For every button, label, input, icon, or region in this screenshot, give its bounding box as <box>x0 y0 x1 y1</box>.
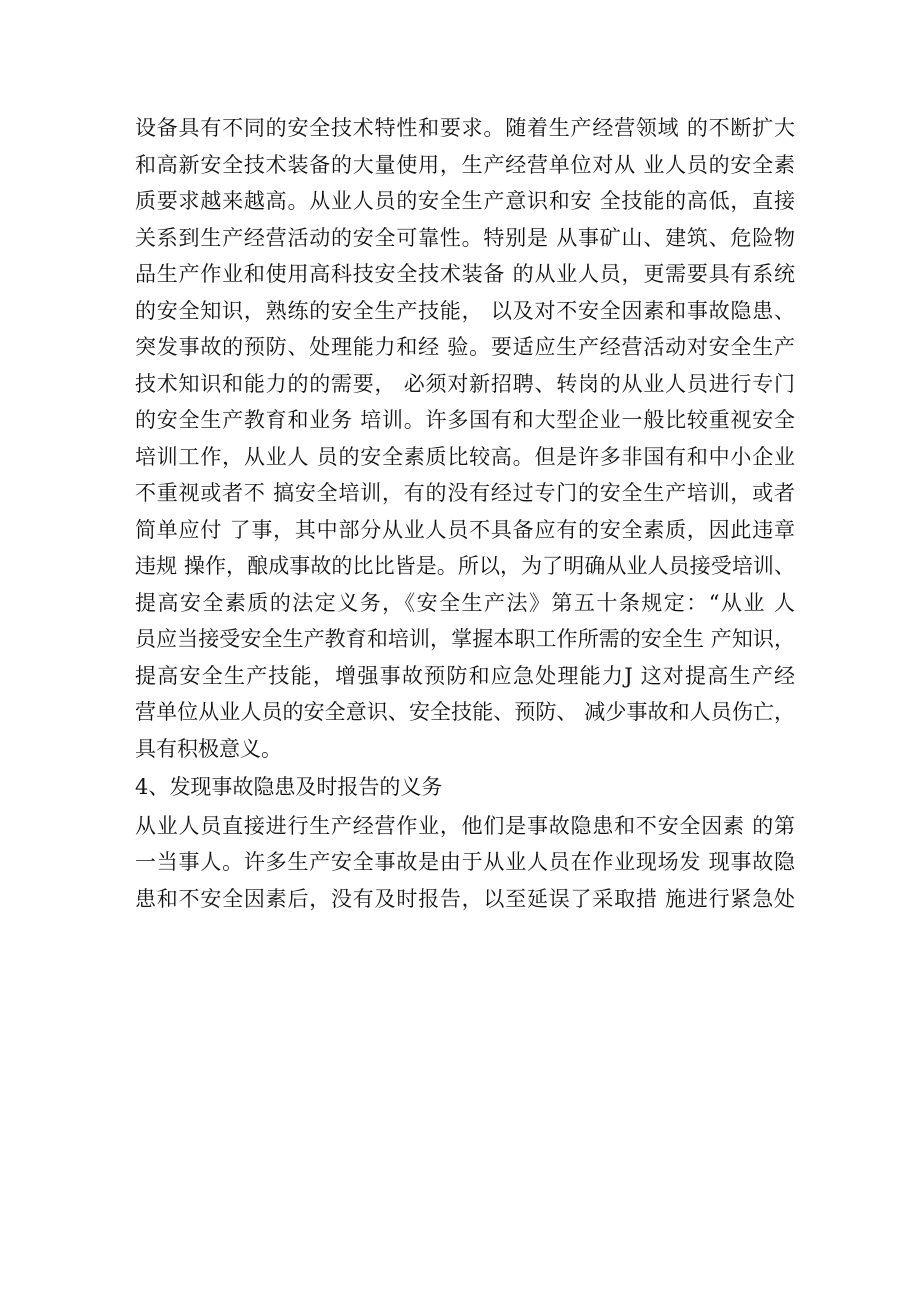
paragraph-1-line: 设备具有不同的安全技术特性和要求。随着生产经营领域 的不断扩大 <box>135 116 795 140</box>
paragraph-1-line: 质要求越来越高。从业人员的安全生产意识和安 全技能的高低，直接 <box>135 189 795 213</box>
paragraph-1-line: 品生产作业和使用高科技安全技术装备 的从业人员，更需要具有系统 <box>135 262 795 286</box>
paragraph-1-line: 提高安全生产技能，增强事故预防和应急处理能力J 这对提高生产经 <box>135 663 795 688</box>
paragraph-2-line: 从业人员直接进行生产经营作业，他们是事故隐患和不安全因素 的第 <box>135 813 795 838</box>
paragraph-1-line: 突发事故的预防、处理能力和经 验。要适应生产经营活动对安全生产 <box>135 335 795 359</box>
paragraph-1-line: 的安全知识，熟练的安全生产技能， 以及对不安全因素和事故隐患、 <box>135 298 795 323</box>
paragraph-1-line: 和高新安全技术装备的大量使用，生产经营单位对从 业人员的安全素 <box>135 152 795 177</box>
body-text <box>135 110 795 917</box>
paragraph-1-line: 关系到生产经营活动的安全可靠性。特别是 从事矿山、建筑、危险物 <box>135 225 795 250</box>
paragraph-1-line: 具有积极意义。 <box>135 736 282 761</box>
paragraph-1-line: 简单应付 了事，其中部分从业人员不具备应有的安全素质，因此违章 <box>135 517 795 542</box>
paragraph-1-line: 培训工作，从业人 员的安全素质比较高。但是许多非国有和中小企业 <box>135 444 795 469</box>
paragraph-2-line: 患和不安全因素后，没有及时报告，以至延误了采取措 施进行紧急处 <box>135 886 795 911</box>
paragraph-1-line: 不重视或者不 搞安全培训，有的没有经过专门的安全生产培训，或者 <box>135 481 795 505</box>
paragraph-1-line: 提高安全素质的法定义务，《安全生产法》第五十条规定：“从业 人 <box>135 590 795 615</box>
paragraph-1-line: 营单位从业人员的安全意识、安全技能、预防、 减少事故和人员伤亡， <box>135 700 795 724</box>
paragraph-2-line: 一当事人。许多生产安全事故是由于从业人员在作业现场发 现事故隐 <box>135 850 795 874</box>
paragraph-1-line: 违规 操作，酿成事故的比比皆是。所以，为了明确从业人员接受培训、 <box>135 554 795 578</box>
paragraph-1-line: 员应当接受安全生产教育和培训，掌握本职工作所需的安全生 产知识， <box>135 627 795 651</box>
paragraph-1-line: 的安全生产教育和业务 培训。许多国有和大型企业一般比较重视安全 <box>135 408 795 432</box>
paragraph-1-line: 技术知识和能力的的需要， 必须对新招聘、转岗的从业人员进行专门 <box>135 371 795 396</box>
section-heading: 4、发现事故隐患及时报告的义务 <box>135 775 443 799</box>
